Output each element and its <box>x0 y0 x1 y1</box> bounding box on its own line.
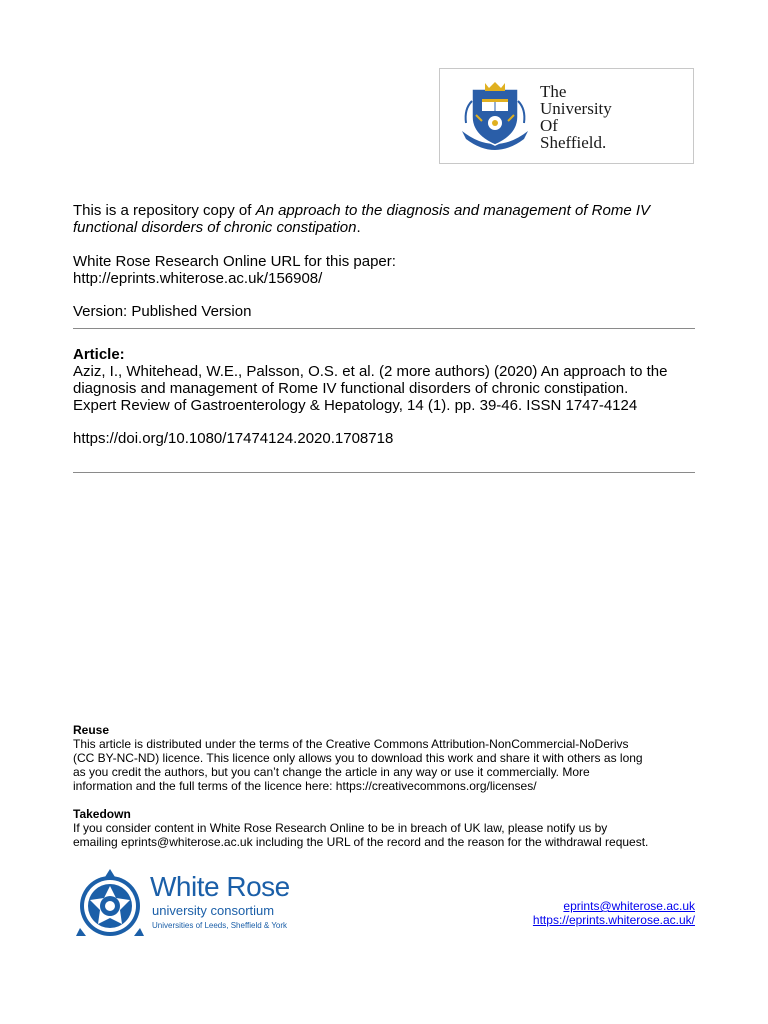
reuse-text-line: This article is distributed under the terms of the Creative Commons Attribution-NonCommercial-NoDerivs <box>73 737 629 751</box>
white-rose-title: White Rose <box>150 871 290 902</box>
reuse-block <box>73 723 698 793</box>
divider-bottom <box>73 472 695 473</box>
university-name <box>540 83 612 151</box>
intro-prefix: This is a repository copy of <box>73 202 256 219</box>
paper-url[interactable]: http://eprints.whiterose.ac.uk/156908/ <box>73 270 323 287</box>
doi-block <box>73 430 698 447</box>
reuse-text-line: as you credit the authors, but you can’t change the article in any way or use it commercially. More <box>73 765 590 779</box>
white-rose-tagline: Universities of Leeds, Sheffield & York <box>152 921 288 930</box>
reuse-text-line: (CC BY-NC-ND) licence. This licence only allows you to download this work and share it with others as long <box>73 751 643 765</box>
url-block <box>73 253 698 287</box>
article-heading: Article: <box>73 346 125 363</box>
divider-top <box>73 328 695 329</box>
eprints-site-link[interactable]: https://eprints.whiterose.ac.uk/ <box>532 913 695 927</box>
repository-intro <box>73 202 698 236</box>
white-rose-logo <box>74 868 294 940</box>
doi-link[interactable]: https://doi.org/10.1080/17474124.2020.1708718 <box>73 430 394 447</box>
university-name-line: The <box>540 82 567 101</box>
reuse-heading: Reuse <box>73 723 110 737</box>
white-rose-emblem-icon <box>74 868 146 940</box>
version-text: Version: Published Version <box>73 303 252 320</box>
url-label: White Rose Research Online URL for this paper: <box>73 253 396 270</box>
citation-line: Expert Review of Gastroenterology & Hepatology, 14 (1). pp. 39-46. ISSN 1747-4124 <box>73 397 638 414</box>
version-block <box>73 303 698 320</box>
university-name-line: University <box>540 99 612 118</box>
university-crest-icon <box>458 79 532 153</box>
footer-links <box>533 899 695 927</box>
article-block <box>73 346 698 414</box>
white-rose-subtitle: university consortium <box>152 903 275 918</box>
takedown-text-line: If you consider content in White Rose Research Online to be in breach of UK law, please notify us by <box>73 821 608 835</box>
reuse-text-line: information and the full terms of the licence here: https://creativecommons.org/licenses/ <box>73 779 537 793</box>
university-logo <box>439 68 694 164</box>
intro-suffix: . <box>356 219 361 236</box>
university-name-line: Of <box>540 116 558 135</box>
university-name-line: Sheffield. <box>540 133 607 152</box>
takedown-heading: Takedown <box>73 807 131 821</box>
citation-line: Aziz, I., Whitehead, W.E., Palsson, O.S. et al. (2 more authors) (2020) An approach to the <box>73 363 668 380</box>
citation-line: diagnosis and management of Rome IV functional disorders of chronic constipation. <box>73 380 629 397</box>
paper-title: An approach to the diagnosis and management of Rome IV functional disorders of chronic constipation <box>73 202 650 236</box>
takedown-block <box>73 807 698 849</box>
email-link[interactable]: eprints@whiterose.ac.uk <box>563 899 695 913</box>
takedown-text-line: emailing eprints@whiterose.ac.uk including the URL of the record and the reason for the withdrawal request. <box>73 835 649 849</box>
